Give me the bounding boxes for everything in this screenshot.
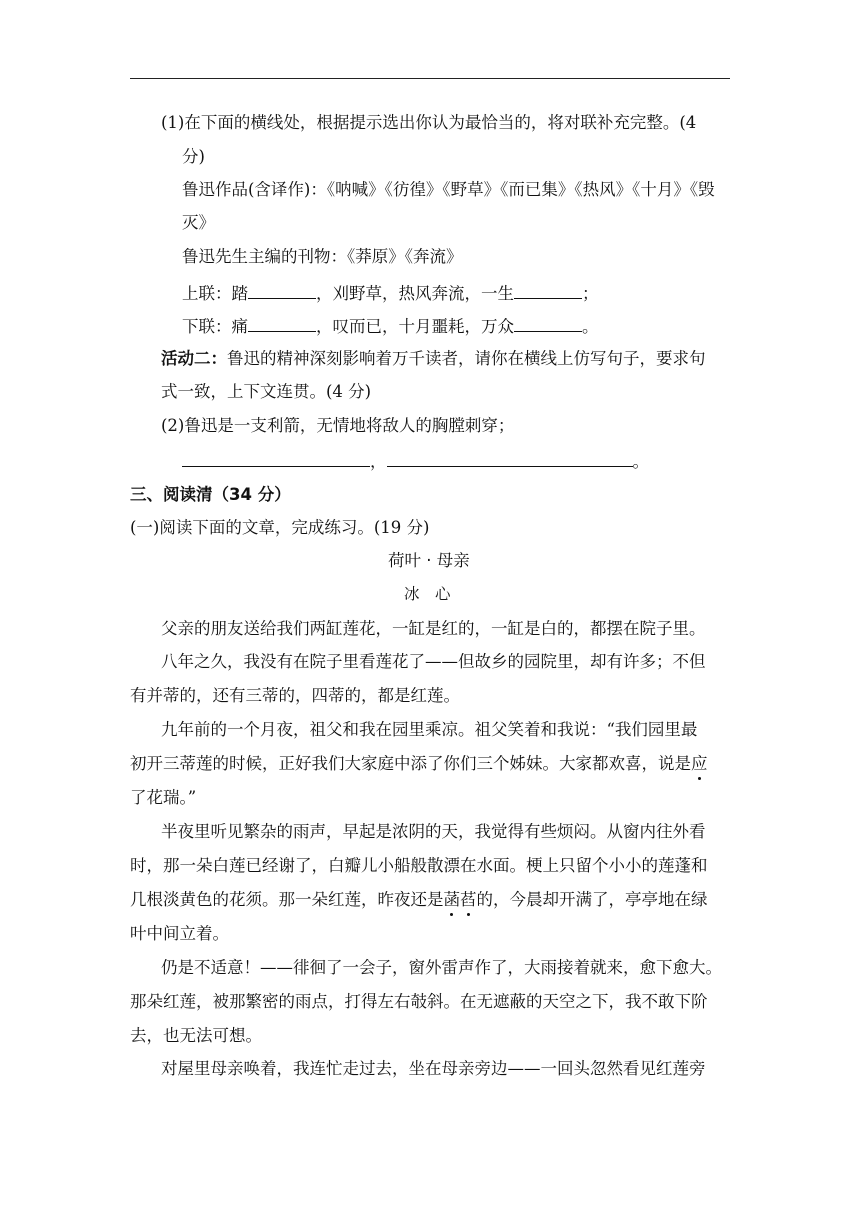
lower-couplet <box>182 316 599 337</box>
article-line-13: 去，也无法可想。 <box>130 1026 262 1045</box>
journals-line: 鲁迅先生主编的刊物：《莽原》《奔流》 <box>182 247 463 266</box>
dotted-char-han: 菡 <box>443 890 460 909</box>
article-line-10: 叶中间立着。 <box>130 924 229 943</box>
upper-couplet-c: ； <box>582 284 599 303</box>
lower-couplet-c: 。 <box>582 317 599 336</box>
article-line-9 <box>130 890 708 910</box>
article-line-8: 时，那一朵白莲已经谢了，白瓣儿小船般散漂在水面。梗上只留个小小的莲蓬和 <box>130 856 708 875</box>
article-line-11: 仍是不适意！——徘徊了一会子，窗外雷声作了，大雨接着就来，愈下愈大。 <box>161 958 722 977</box>
article-line-3: 有并蒂的，还有三蒂的，四蒂的，都是红莲。 <box>130 686 460 705</box>
upper-couplet-b: ，刈野草，热风奔流，一生 <box>316 284 514 303</box>
article-line-9a: 几根淡黄色的花须。那一朵红莲，昨夜还是 <box>130 890 444 909</box>
q2-prompt: (2)鲁迅是一支利箭，无情地将敌人的胸膛刺穿； <box>161 416 515 435</box>
q2-sep: ， <box>370 452 387 471</box>
article-title: 荷叶 · 母亲 <box>388 551 470 570</box>
article-line-12: 那朵红莲，被那繁密的雨点，打得左右攲斜。在无遮蔽的天空之下，我不敢下阶 <box>130 992 708 1011</box>
upper-blank-1[interactable] <box>248 283 316 299</box>
article-line-14: 对屋里母亲唤着，我连忙走过去，坐在母亲旁边——一回头忽然看见红莲旁 <box>161 1059 706 1078</box>
article-line-4: 九年前的一个月夜，祖父和我在园里乘凉。祖父笑着和我说：“我们园里最 <box>161 720 698 739</box>
article-line-7: 半夜里听见繁杂的雨声，早起是浓阴的天，我觉得有些烦闷。从窗内往外看 <box>161 822 706 841</box>
q2-blank-2[interactable] <box>387 451 633 467</box>
q1-line-1: (1)在下面的横线处，根据提示选出你认为最恰当的，将对联补充完整。(4 <box>161 113 697 132</box>
q1-line-2: 分) <box>182 147 205 166</box>
upper-blank-2[interactable] <box>514 283 582 299</box>
lower-couplet-a: 下联：痛 <box>182 317 248 336</box>
works-line-2: 灭》 <box>182 213 215 232</box>
upper-couplet-a: 上联：踏 <box>182 284 248 303</box>
dotted-char-ying: 应 <box>691 754 708 773</box>
dotted-char-dan: 萏 <box>460 890 477 909</box>
article-line-1: 父亲的朋友送给我们两缸莲花，一缸是红的，一缸是白的，都摆在院子里。 <box>161 619 706 638</box>
article-line-6: 了花瑞。” <box>130 788 197 807</box>
article-line-5 <box>130 754 708 774</box>
article-author: 冰 心 <box>404 585 451 603</box>
lower-blank-1[interactable] <box>248 316 316 332</box>
lower-couplet-b: ，叹而已，十月噩耗，万众 <box>316 317 514 336</box>
article-line-2: 八年之久，我没有在院子里看莲花了——但故乡的园院里，却有许多；不但 <box>161 652 706 671</box>
article-line-5-text: 初开三蒂莲的时候，正好我们大家庭中添了你们三个姊妹。大家都欢喜，说是 <box>130 754 691 773</box>
upper-couplet <box>182 283 599 304</box>
section-3-heading: 三、阅读清（34 分） <box>130 485 291 504</box>
activity2-line-2: 式一致，上下文连贯。(4 分) <box>161 382 372 401</box>
works-line-1: 鲁迅作品(含译作)：《呐喊》《彷徨》《野草》《而已集》《热风》《十月》《毁 <box>182 180 715 199</box>
q2-end: 。 <box>632 452 649 471</box>
activity2-line-1 <box>161 349 706 369</box>
activity2-label: 活动二： <box>161 349 227 368</box>
lower-blank-2[interactable] <box>514 316 582 332</box>
q2-answer-line <box>182 451 649 472</box>
article-line-9b: 的，今晨却开满了，亭亭地在绿 <box>476 890 708 909</box>
header-rule <box>130 78 730 79</box>
part-1-instruction: (一)阅读下面的文章，完成练习。(19 分) <box>130 518 430 537</box>
q2-blank-1[interactable] <box>182 451 370 467</box>
activity2-text-1: 鲁迅的精神深刻影响着万千读者，请你在横线上仿写句子，要求句 <box>227 349 706 368</box>
